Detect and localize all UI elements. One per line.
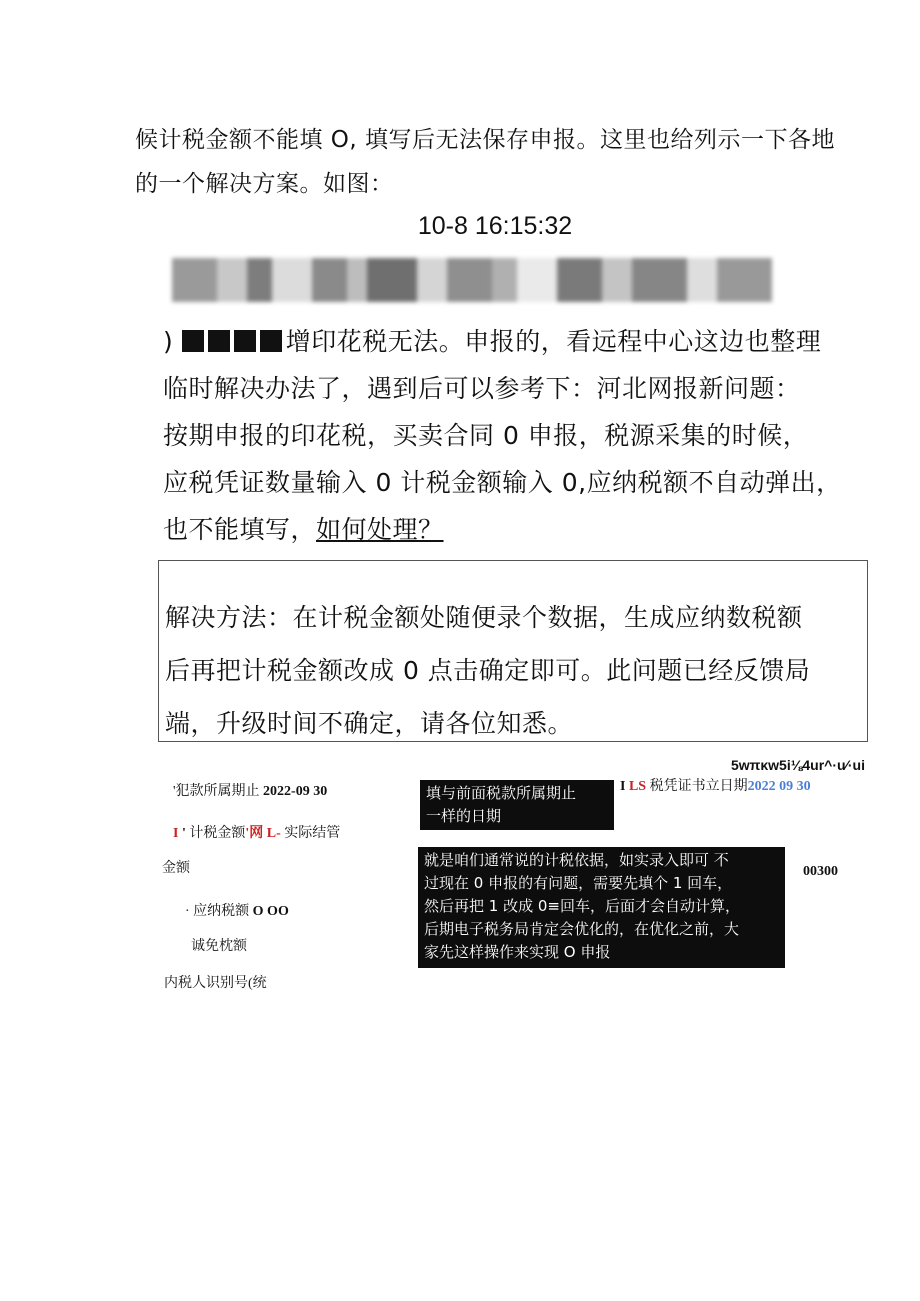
tax-exempt-label: 诚免枕额 bbox=[191, 939, 247, 954]
cert-date-field bbox=[620, 775, 811, 795]
amount-mark: ' bbox=[181, 826, 186, 841]
right-amount-text: 00300 bbox=[803, 864, 838, 879]
tip2-line-5: 家先这样操作来实现 O 申报 bbox=[424, 943, 611, 961]
tip2-line-3: 然后再把 1 改成 0≡回车，后面才会自动计算， bbox=[424, 897, 740, 915]
solution-line-2: 后再把计税金额改成 0 点击确定即可。此问题已经反馈局 bbox=[165, 656, 811, 685]
intro-line-1: 候计税金额不能填 O, 填写后无法保存申报。这里也给列示一下各地 bbox=[135, 127, 836, 153]
taxpayer-id-label: 内税人识别号(统 bbox=[164, 976, 267, 991]
intro-line-2: 的一个解决方案。如图： bbox=[135, 171, 394, 197]
tip1-line-1: 填与前面税款所属期止 bbox=[426, 784, 577, 802]
form-caption: 5wπκw5i⅛4ur^·u⁄·ui bbox=[730, 757, 865, 773]
amount-prefix: I bbox=[173, 826, 179, 841]
tip-tax-basis bbox=[418, 847, 785, 968]
solution-line-1: 解决方法：在计税金额处随便录个数据，生成应纳数税额 bbox=[165, 603, 803, 632]
tax-payable-value: O OO bbox=[252, 904, 289, 919]
tax-payable-label: · 应纳税额 bbox=[185, 904, 250, 919]
problem-question: 如何处理？ bbox=[316, 515, 444, 544]
cert-value: 2022 09 30 bbox=[747, 779, 811, 794]
period-value: 2022-09 30 bbox=[263, 784, 328, 799]
tip2-line-4: 后期电子税务局肯定会优化的，在优化之前，大 bbox=[424, 920, 740, 938]
problem-prefix: ) bbox=[163, 327, 174, 356]
problem-paragraph bbox=[163, 318, 903, 553]
amount-red-mark: '网 L- bbox=[245, 826, 281, 841]
tip-same-date bbox=[420, 780, 614, 830]
redacted-block bbox=[208, 330, 230, 352]
period-field bbox=[173, 780, 327, 800]
amount-label-line-2: 金额 bbox=[162, 861, 190, 876]
amount-field bbox=[173, 822, 340, 842]
redacted-block bbox=[182, 330, 204, 352]
amount-label: 计税金额 bbox=[189, 826, 246, 841]
solution-line-3: 端，升级时间不确定，请各位知悉。 bbox=[165, 709, 574, 738]
redacted-blur-bar bbox=[172, 258, 772, 302]
redacted-block bbox=[234, 330, 256, 352]
tip2-line-1: 就是咱们通常说的计税依据，如实录入即可 不 bbox=[424, 851, 729, 869]
cert-prefix: I bbox=[620, 779, 626, 794]
problem-line-1-text: 增印花税无法。申报的，看远程中心这边也整理 bbox=[285, 327, 822, 356]
screenshot-timestamp: 10-8 16:15:32 bbox=[417, 212, 573, 240]
problem-line-4: 应税凭证数量输入 0 计税金额输入 0,应纳税额不自动弹出， bbox=[163, 468, 842, 497]
tip1-line-2: 一样的日期 bbox=[426, 807, 502, 825]
problem-line-3: 按期申报的印花税，买卖合同 0 申报，税源采集的时候， bbox=[163, 421, 809, 450]
problem-line-5-text: 也不能填写， bbox=[163, 515, 317, 544]
tax-payable-field bbox=[185, 900, 289, 920]
redacted-block bbox=[260, 330, 282, 352]
amount-suffix: 实际结管 bbox=[284, 826, 341, 841]
problem-line-5 bbox=[163, 506, 903, 553]
solution-box bbox=[158, 560, 868, 742]
cert-mark: LS bbox=[628, 779, 647, 794]
period-label: '犯款所属期止 bbox=[173, 784, 260, 799]
problem-line-2: 临时解决办法了，遇到后可以参考下：河北网报新问题： bbox=[163, 374, 801, 403]
problem-line-1 bbox=[163, 318, 903, 365]
intro-paragraph bbox=[135, 118, 895, 206]
cert-label: 税凭证书立日期 bbox=[649, 779, 748, 794]
right-amount-value bbox=[803, 864, 838, 880]
tip2-line-2: 过现在 0 申报的有问题，需要先填个 1 回车， bbox=[424, 874, 733, 892]
